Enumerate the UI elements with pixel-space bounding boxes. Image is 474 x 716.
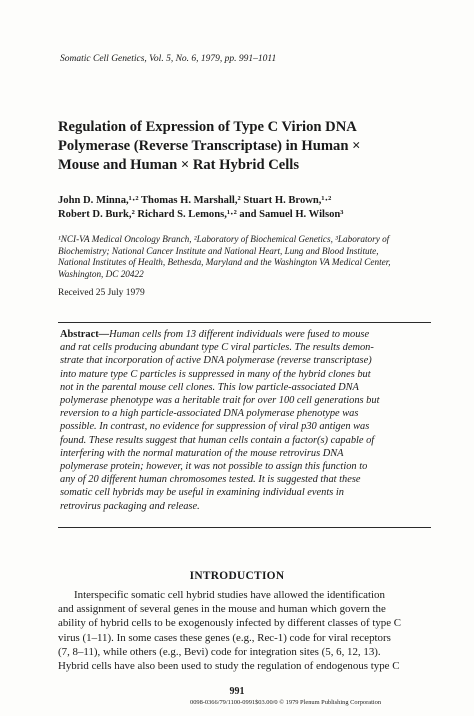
author-list <box>58 194 428 221</box>
abstract-bottom-rule <box>58 527 431 528</box>
body-line: (7, 8–11), while others (e.g., Bevi) code for integration sites (5, 6, 12, 13). <box>58 645 381 658</box>
author-line: John D. Minna,¹·² Thomas H. Marshall,² Stuart H. Brown,¹·² <box>58 195 332 206</box>
title-line: Mouse and Human × Rat Hybrid Cells <box>58 157 300 173</box>
abstract-line: retrovirus packaging and release. <box>60 500 200 512</box>
affiliations <box>58 234 428 280</box>
abstract-top-rule <box>58 322 431 323</box>
abstract-line: any of 20 different human chromosomes tested. It is suggested that these <box>60 474 361 486</box>
affiliation-line: Biochemistry; National Cancer Institute and National Heart, Lung and Blood Institute, <box>58 245 379 256</box>
page-number: 991 <box>229 686 245 697</box>
abstract-line: polymerase phenotype was a heritable trait for over 100 cell generations but <box>60 395 380 407</box>
abstract-line: into mature type C particles is suppressed in many of the hybrid clones but <box>60 368 371 380</box>
title-line: Regulation of Expression of Type C Virion DNA <box>58 119 357 135</box>
abstract-line: reversion to a high particle-associated DNA polymerase phenotype was <box>60 408 359 420</box>
body-line: ability of hybrid cells to be exogenously infected by different classes of type C <box>58 617 402 630</box>
abstract-line: strate that incorporation of active DNA polymerase (reverse transcriptase) <box>60 355 372 367</box>
author-line: Robert D. Burk,² Richard S. Lemons,¹·² and Samuel H. Wilson³ <box>58 208 344 220</box>
abstract-line: found. These results suggest that human cells contain a factor(s) capable of <box>60 434 375 446</box>
abstract-line: somatic cell hybrids may be useful in examining individual events in <box>60 487 344 499</box>
copyright-footer: 0098-0366/79/1100-0991$03.00/0 © 1979 Plenum Publishing Corporation <box>190 699 382 706</box>
abstract-line: interfering with the normal maturation of the mouse retrovirus DNA <box>60 447 344 459</box>
abstract-line: not in the parental mouse cell clones. This low particle-associated DNA <box>60 381 359 393</box>
abstract-label: Abstract— <box>60 329 110 340</box>
received-date: Received 25 July 1979 <box>58 288 145 298</box>
abstract-line: possible. In contrast, no evidence for suppression of viral p30 antigen was <box>60 421 370 433</box>
abstract-line: and rat cells producing abundant type C viral particles. The results demon- <box>60 342 374 354</box>
body-line: virus (1–11). In some cases these genes (e.g., Rec-1) code for viral receptors <box>58 631 391 644</box>
body-text <box>58 588 432 673</box>
affiliation-line: ¹NCI-VA Medical Oncology Branch, ²Laboratory of Biochemical Genetics, ³Laboratory of <box>58 234 390 244</box>
affiliation-line: National Institutes of Health, Bethesda, Maryland and the Washington VA Medical Center, <box>58 257 391 267</box>
title-line: Polymerase (Reverse Transcriptase) in Human × <box>58 138 361 154</box>
abstract-line <box>60 328 432 341</box>
journal-citation: Somatic Cell Genetics, Vol. 5, No. 6, 1979, pp. 991–1011 <box>60 54 277 64</box>
abstract-line: polymerase protein; however, it was not possible to assign this function to <box>60 461 368 473</box>
abstract <box>60 328 432 513</box>
affiliation-line: Washington, DC 20422 <box>58 268 144 279</box>
body-line: Hybrid cells have also been used to study the regulation of endogenous type C <box>58 660 400 673</box>
body-line: and assignment of several genes in the mouse and human which govern the <box>58 603 386 616</box>
body-line: Interspecific somatic cell hybrid studies have allowed the identification <box>74 589 385 601</box>
article-title <box>58 118 418 175</box>
abstract-text: Human cells from 13 different individuals were fused to mouse <box>109 329 370 340</box>
section-heading: INTRODUCTION <box>189 570 285 582</box>
